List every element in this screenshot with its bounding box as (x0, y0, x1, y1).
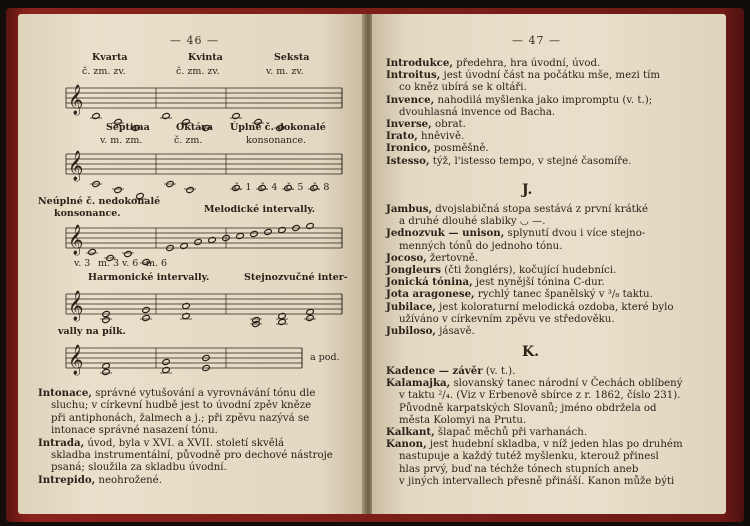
interval-title: Kvarta (92, 52, 128, 63)
interval-title: Oktáva (176, 122, 214, 133)
interval-title: Kvinta (188, 52, 223, 63)
treble-clef-icon: 𝄞 (68, 85, 84, 115)
entry-line (386, 228, 645, 240)
entry-term: Jota aragonese, (386, 288, 475, 301)
entry-text: psaná; sloužila za skladbu úvodní. (51, 462, 227, 474)
interval-title: Neúplné č. nedokonalé (38, 196, 161, 207)
interval-subtitle: č. zm. zv. (176, 66, 220, 77)
entry-term: Kalamajka, (386, 377, 451, 390)
entry-term: Jubiloso, (386, 325, 436, 337)
note-head (142, 306, 150, 313)
entry-line (386, 70, 660, 82)
entry-line (38, 462, 227, 474)
interval-subtitle: v. m. zv. (266, 66, 304, 77)
entry-term: Jambus, (386, 203, 433, 215)
entry-line (386, 326, 475, 338)
interval-title: Septima (106, 122, 150, 133)
entry-text: slovanský tanec národní v Čechách oblíbený (450, 378, 683, 390)
note-head (278, 318, 286, 325)
entry-text: sluchu; v církevní hudbě jest to úvodní zpěv kněze (51, 400, 312, 412)
entry-line (386, 95, 652, 107)
treble-clef-icon: 𝄞 (68, 225, 84, 255)
entry-term: Kalkant, (386, 426, 435, 438)
entry-text: jest nynější tónina C-dur. (472, 277, 605, 289)
note-head (142, 314, 150, 321)
note-head (208, 236, 216, 243)
entry-line (386, 427, 587, 439)
entry-text: úvod, byla v XVI. a XVII. století skvělá (84, 437, 285, 449)
entry-line (386, 143, 489, 155)
staff-label: č. 8 (312, 182, 330, 193)
note-head (186, 186, 194, 193)
entry-text: města Kolomyi na Prutu. (399, 414, 527, 426)
note-head (194, 238, 202, 245)
treble-clef-icon: 𝄞 (68, 151, 84, 181)
entry-text: správné vytušování a vyrovnávání tónu dle (91, 388, 316, 399)
entry-line (386, 302, 674, 314)
note-head (306, 222, 314, 229)
entry-line (386, 119, 466, 131)
interval-subtitle: č. zm. (174, 135, 203, 146)
entry-line (386, 451, 659, 463)
entry-text: (v. t.). (482, 366, 516, 377)
staff-label: č. 5 (286, 182, 304, 193)
entry-text: dvouhlasná invence od Bacha. (399, 106, 556, 118)
interval-subtitle: konsonance. (246, 135, 307, 146)
note-head (162, 112, 170, 119)
entry-term: Introitus, (386, 69, 441, 82)
note-head (102, 368, 110, 375)
entry-line (38, 425, 218, 437)
note-head (278, 226, 286, 233)
entry-term: Introdukce, (386, 57, 453, 69)
entry-term: Inverse, (386, 118, 432, 130)
entry-term: Jocoso, (386, 251, 427, 264)
entry-line (38, 438, 284, 450)
entry-line (386, 415, 526, 427)
note-head (278, 312, 286, 319)
entry-term: Ironico, (386, 142, 431, 155)
entry-term: Kadence — závěr (386, 365, 483, 377)
entry-term: Intonace, (38, 387, 92, 399)
note-head (182, 312, 190, 319)
note-head (88, 248, 96, 255)
entry-text: nahodilá myšlenka jako impromptu (v. t.); (434, 94, 653, 106)
note-head (182, 302, 190, 309)
entry-text: menných tónů do jednoho tónu. (399, 240, 563, 252)
entry-line (386, 204, 648, 216)
entry-text: užíváno v církevním zpěvu ve středověku. (399, 313, 615, 325)
entry-line (386, 131, 464, 143)
entry-text: šlapač měchů při varhanách. (434, 427, 588, 438)
note-head (264, 228, 272, 235)
page-number: — 47 — (512, 34, 561, 47)
entry-line (386, 439, 683, 451)
entry-text: při antiphonách, žalmech a j.; při zpěvu nazývá se (51, 412, 310, 424)
entry-text: a druhé dlouhé slabiky ◡ —. (399, 216, 546, 228)
staff-label: v. 6 (122, 258, 139, 269)
entry-text: jest koloraturní melodická ozdoba, které bylo (435, 301, 674, 313)
entry-text: co kněz ubírá se k oltáři. (399, 82, 527, 94)
entry-text: obrat. (431, 119, 466, 130)
interval-title: Harmonické intervally. (88, 272, 210, 283)
staff-label: č. 4 (260, 182, 278, 193)
entry-line (386, 403, 657, 415)
music-staff (66, 222, 342, 256)
interval-subtitle: v. m. zm. (100, 135, 143, 146)
interval-subtitle: č. zm. zv. (82, 66, 126, 77)
note-head (232, 112, 240, 119)
staff-label: v. 3 (74, 258, 91, 269)
entry-text: předehra, hra úvodní, úvod. (452, 58, 601, 69)
note-head (124, 250, 132, 257)
entry-text: v jiných intervallech přesně přináší. Kanon může býti (399, 475, 675, 487)
note-head (114, 186, 122, 193)
staff-label: m. 3 (98, 258, 120, 269)
entry-line (38, 475, 162, 487)
entry-text: neohrožené. (95, 474, 162, 486)
interval-title: Melodické intervally. (204, 204, 316, 215)
entry-term: Irato, (386, 130, 418, 143)
interval-title: konsonance. (54, 208, 121, 219)
note-head (306, 314, 314, 321)
entry-line (386, 314, 615, 326)
staff-label: m. 6 (146, 258, 168, 269)
entry-line (38, 400, 311, 412)
entry-line (386, 476, 674, 488)
entry-line (386, 107, 555, 119)
entry-text: (čti žonglérs), kočující hudebníci. (441, 265, 617, 276)
note-head (180, 242, 188, 249)
treble-clef-icon: 𝄞 (68, 345, 84, 375)
entry-text: žertovně. (426, 252, 479, 264)
entry-text: dvojslabičná stopa sestává z první krátké (432, 204, 648, 215)
interval-title: Úplné č. dokonalé (230, 122, 326, 133)
interval-title: vally na pílk. (58, 326, 126, 337)
entry-line (38, 450, 333, 462)
note-head (102, 362, 110, 369)
entry-text: v taktu ²/₄. (Viz v Erbenově sbírce z r. 1862, číslo 231). (399, 390, 681, 402)
note-head (92, 112, 100, 119)
entry-term: Kanon, (386, 438, 427, 451)
entry-line (386, 289, 653, 301)
interval-title: Stejnozvučné inter- (244, 272, 348, 283)
note-head (250, 230, 258, 237)
right-page (372, 14, 726, 514)
note-head (162, 366, 170, 373)
entry-line (38, 413, 309, 425)
music-staff (66, 148, 342, 182)
entry-text: jest hudební skladba, v níž jeden hlas po druhém (426, 439, 683, 451)
page-number: — 46 — (170, 34, 219, 47)
entry-term: Istesso, (386, 154, 430, 167)
music-staff (66, 82, 342, 116)
entry-term: Jongleurs (386, 264, 442, 276)
entry-line (386, 390, 680, 402)
entry-text: nastupuje a každý tutéž myšlenku, kterouž přinesl (399, 451, 659, 463)
entry-line (386, 216, 545, 228)
note-head (162, 358, 170, 365)
entry-text: rychlý tanec španělský v ³/₈ taktu. (474, 289, 653, 301)
entry-term: Jednozvuk — unison, (386, 227, 505, 240)
entry-text: týž, l'istesso tempo, v stejné časomíře. (429, 155, 632, 167)
staff-label: a pod. (310, 352, 340, 363)
entry-line (386, 253, 478, 265)
entry-line (386, 378, 682, 390)
entry-text: hněvivě. (417, 131, 465, 143)
section-heading-j: J. (522, 182, 533, 198)
entry-term: Jubilace, (386, 300, 436, 313)
entry-line (386, 82, 527, 94)
entry-line (386, 156, 631, 168)
entry-line (386, 58, 600, 70)
note-head (236, 232, 244, 239)
note-head (306, 308, 314, 315)
treble-clef-icon: 𝄞 (68, 291, 84, 321)
section-heading-k: K. (522, 344, 540, 360)
note-head (102, 316, 110, 323)
left-page (18, 14, 362, 514)
entry-line (386, 366, 515, 378)
entry-text: hlas prvý, buď na téchže tónech stupních aneb (399, 463, 639, 475)
entry-line (386, 265, 616, 277)
entry-text: jásavě. (435, 326, 475, 337)
entry-text: intonace správné nasazení tónu. (51, 425, 218, 437)
entry-text: Původně karpatských Slovanů; jméno obdržela od (399, 402, 657, 414)
music-staff (66, 342, 302, 376)
entry-line (38, 388, 315, 400)
interval-title: Seksta (274, 52, 310, 63)
entry-term: Jonická tónina, (386, 276, 473, 289)
entry-line (386, 241, 562, 253)
entry-text: jest úvodní část na počátku mše, mezi tím (440, 70, 661, 82)
entry-term: Intrepido, (38, 473, 96, 486)
entry-text: skladba instrumentální, původně pro dechové nástroje (51, 450, 333, 461)
entry-text: splynutí dvou i více stejno- (504, 228, 646, 240)
staff-label: č. 1 (234, 182, 252, 193)
entry-text: posměšně. (430, 143, 489, 155)
music-staff (66, 288, 342, 322)
entry-term: Invence, (386, 93, 435, 106)
entry-line (386, 464, 638, 476)
entry-term: Intrada, (38, 436, 85, 449)
